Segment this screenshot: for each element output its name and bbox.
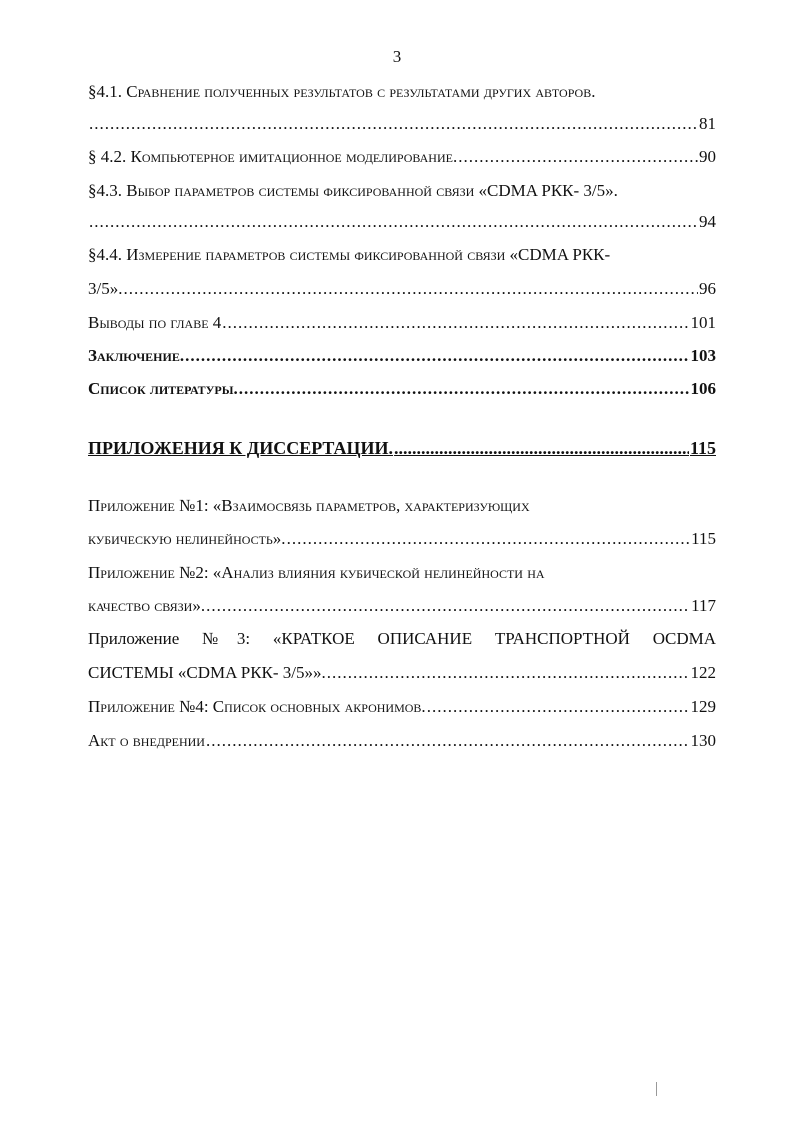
appendices-heading	[88, 436, 716, 460]
appendix-4-entry	[88, 696, 716, 718]
toc-page-number: 115	[691, 529, 716, 548]
toc-entry-title-cont: 3/5».	[88, 279, 123, 298]
act-entry	[88, 730, 716, 752]
toc-entry-title: Список литературы.	[88, 379, 238, 398]
toc-entry-4-4-title: §4.4. Измерение параметров системы фиксированной связи «CDMA РКК-	[88, 245, 611, 264]
toc-page-number: 122	[690, 663, 716, 682]
toc-entry-title-cont: качество связи».	[88, 596, 206, 615]
toc-page-number: 106	[690, 379, 716, 398]
toc-entry-4-2	[88, 146, 716, 168]
scan-mark	[656, 1082, 657, 1096]
toc-entry-references	[88, 378, 716, 400]
dot-leader	[185, 345, 689, 367]
dot-leader	[458, 146, 698, 168]
toc-entry-title-cont: кубическую нелинейность».	[88, 529, 286, 548]
dot-leader	[427, 696, 690, 718]
dot-leader	[89, 211, 698, 233]
toc-page-number: 129	[690, 697, 716, 716]
toc-entry-title: Заключение.	[88, 346, 185, 365]
dot-leader	[222, 312, 689, 334]
toc-page-number: 130	[690, 731, 716, 750]
appendix-1-title: Приложение №1: «Взаимосвязь параметров, характеризующих	[88, 496, 530, 515]
dot-leader	[89, 113, 698, 135]
appendix-2-title: Приложение №2: «Анализ влияния кубической нелинейности на	[88, 563, 545, 582]
toc-entry-4-1	[88, 113, 716, 135]
appendix-3-title: Приложение №3: «КРАТКОЕ ОПИСАНИЕ ТРАНСПОРТНОЙ OCDMA	[88, 629, 716, 648]
toc-page-number: 101	[690, 313, 716, 332]
toc-entry-title: § 4.2. Компьютерное имитационное моделирование.	[88, 147, 458, 166]
toc-page-number: 115	[689, 438, 716, 458]
page-number: 3	[392, 47, 402, 66]
toc-entry-4-3	[88, 211, 716, 233]
toc-page-number: 96	[699, 279, 716, 298]
dot-leader	[206, 595, 690, 617]
appendix-3-entry	[88, 662, 716, 684]
toc-entry-title: Выводы по главе 4	[88, 313, 222, 332]
appendix-1-entry	[88, 528, 716, 550]
toc-entry-title: Акт о внедрении	[88, 731, 205, 750]
toc-entry-4-3-title: §4.3. Выбор параметров системы фиксированной связи «CDMA РКК- 3/5».	[88, 181, 618, 200]
appendices-heading-title: ПРИЛОЖЕНИЯ К ДИССЕРТАЦИИ.	[88, 438, 394, 458]
toc-entry-chapter-conclusions	[88, 312, 716, 334]
toc-page-number: 81	[699, 114, 716, 133]
toc-page-number: 103	[690, 346, 716, 365]
toc-entry-title: Приложение №4: Список основных акронимов.	[88, 697, 426, 716]
toc-entry-conclusion	[88, 345, 716, 367]
dot-leader	[123, 278, 698, 300]
toc-page-number: 90	[699, 147, 716, 166]
dot-leader	[287, 528, 691, 550]
dot-leader	[327, 662, 690, 684]
toc-entry-4-1-title: §4.1. Сравнение полученных результатов с результатами других авторов.	[88, 82, 596, 101]
dot-leader	[206, 730, 690, 752]
toc-page-number: 94	[699, 212, 716, 231]
appendix-2-entry	[88, 595, 716, 617]
toc-page-number: 117	[691, 596, 716, 615]
dot-leader	[394, 436, 689, 460]
toc-entry-4-4	[88, 278, 716, 300]
dot-leader	[239, 378, 690, 400]
toc-entry-title-cont: СИСТЕМЫ «CDMA РКК- 3/5»».	[88, 663, 326, 682]
